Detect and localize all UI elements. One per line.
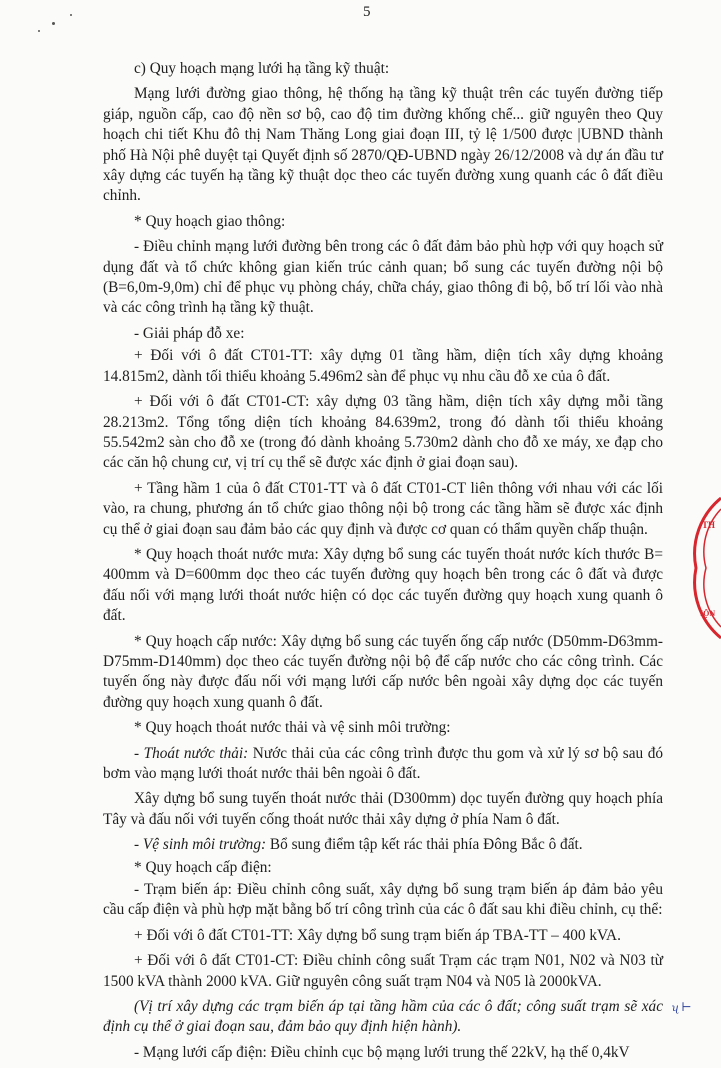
paragraph — [103, 835, 663, 855]
subheading-power: * Quy hoạch cấp điện: — [134, 858, 272, 876]
subheading-wastewater: * Quy hoạch thoát nước thải và vệ sinh môi trường: — [134, 719, 451, 737]
svg-text:IỘN: IỘN — [700, 609, 716, 618]
section-heading: c) Quy hoạch mạng lưới hạ tầng kỹ thuật: — [134, 60, 390, 77]
italic-label: - Thoát nước thải: — [134, 744, 249, 762]
paragraph: - Trạm biến áp: Điều chỉnh công suất, xây dựng bổ sung trạm biến áp đảm bảo yêu cầu cấp điện và phù hợp mặt bằng bố trí công trình của các ô đất sau khi điều chỉnh, cụ thể: — [103, 881, 663, 919]
paragraph: + Đối với ô đất CT01-TT: xây dựng 01 tầng hầm, diện tích xây dựng khoảng 14.815m2, dành tối thiểu khoảng 5.496m2 sàn để phục vụ nhu cầu đỗ xe của ô đất. — [103, 347, 663, 385]
paragraph-water-supply: * Quy hoạch cấp nước: Xây dựng bổ sung các tuyến ống cấp nước (D50mm-D63mm-D75mm-D140mm) dọc theo các tuyến đường nội bộ để cấp nước cho các công trình. Các tuyến ống này được đấu nối với mạng lưới cấp nước bên ngoài xây dựng dọc các tuyến đường quy hoạch xung quanh ô đất. — [103, 632, 663, 711]
paragraph: + Đối với ô đất CT01-CT: xây dựng 03 tầng hầm, diện tích xây dựng mỗi tầng 28.213m2. Tổng tổng diện tích khoảng 84.639m2, trong đó dành tối thiểu khoảng 55.542m2 sàn cho đỗ xe (trong đó dành khoảng 5.730m2 dành cho đỗ xe máy, xe đạp cho các căn hộ chung cư, vị trí cụ thể sẽ được xác định ở giai đoạn sau). — [103, 393, 663, 472]
scan-speck — [70, 14, 72, 16]
paragraph: + Đối với ô đất CT01-CT: Điều chỉnh công suất Trạm các trạm N01, N02 và N03 từ 1500 kVA thành 2000 kVA. Giữ nguyên công suất trạm N04 và N05 là 2000kVA. — [103, 952, 663, 990]
paragraph-text: Nước thải của các công trình được thu gom và xử lý sơ bộ sau đó bơm vào mạng lưới thoát nước thải bên ngoài ô đất. — [103, 744, 663, 782]
svg-text:TH: TH — [702, 520, 716, 530]
document-body — [103, 59, 663, 1068]
paragraph: - Điều chỉnh mạng lưới đường bên trong các ô đất đảm bảo phù hợp với quy hoạch sử dụng đất và tổ chức không gian kiến trúc cảnh quan; bổ sung các tuyến đường nội bộ (B=6,0m-9,0m) chỉ để phục vụ phòng cháy, chữa cháy, giao thông đi bộ, bố trí lối vào nhà và các công trình hạ tầng kỹ thuật. — [103, 238, 663, 317]
signature-initials-mark: ʯ ⊢ — [672, 1000, 692, 1014]
paragraph-rain-drainage: * Quy hoạch thoát nước mưa: Xây dựng bổ sung các tuyến thoát nước kích thước B= 400mm và D=600mm dọc theo các tuyến đường quy hoạch bên trong các ô đất và được đấu nối với mạng lưới thoát nước hiện có dọc các tuyến đường quy hoạch xung quanh ô đất. — [103, 545, 663, 625]
parking-heading: - Giải pháp đỗ xe: — [134, 324, 245, 342]
paragraph: + Tầng hầm 1 của ô đất CT01-TT và ô đất CT01-CT liên thông với nhau với các lối vào, ra chung, phương án tổ chức giao thông nội bộ trong các tầng hầm sẽ được xác định cụ thể ở giai đoạn sau đảm bảo các quy định và được cơ quan có thẩm quyền chấp thuận. — [103, 479, 663, 538]
scan-speck — [52, 22, 55, 25]
italic-label: - Vệ sinh môi trường: — [134, 836, 267, 854]
paragraph: - Mạng lưới cấp điện: Điều chỉnh cục bộ mạng lưới trung thế 22kV, hạ thế 0,4kV — [134, 1043, 630, 1061]
red-stamp-fragment — [690, 488, 721, 648]
paragraph: Xây dựng bổ sung tuyến thoát nước thải (D300mm) dọc tuyến đường quy hoạch phía Tây và đấu nối với tuyến cống thoát nước thải xây dựng ở phía Nam ô đất. — [103, 790, 663, 828]
subheading-transport: * Quy hoạch giao thông: — [134, 212, 286, 230]
paragraph-text: Bổ sung điểm tập kết rác thải phía Đông Bắc ô đất. — [266, 836, 583, 854]
paragraph — [103, 744, 663, 785]
paragraph: + Đối với ô đất CT01-TT: Xây dựng bổ sung trạm biến áp TBA-TT – 400 kVA. — [134, 926, 621, 944]
page-number: 5 — [363, 4, 371, 20]
paragraph: Mạng lưới đường giao thông, hệ thống hạ tầng kỹ thuật trên các tuyến đường tiếp giáp, nguồn cấp, cao độ nền sơ bộ, cao độ tim đường khống chế... giữ nguyên theo Quy hoạch chi tiết Khu đô thị Nam Thăng Long giai đoạn III, tỷ lệ 1/500 được |UBND thành phố Hà Nội phê duyệt tại Quyết định số 2870/QĐ-UBND ngày 26/12/2008 và dự án đầu tư xây dựng các tuyến hạ tầng kỹ thuật dọc theo các tuyến đường xung quanh các ô đất điều chỉnh. — [103, 85, 663, 205]
scan-speck — [38, 30, 40, 32]
italic-note: (Vị trí xây dựng các trạm biến áp tại tầng hầm của các ô đất; công suất trạm sẽ xác định cụ thể ở giai đoạn sau, đảm bảo quy định hiện hành). — [103, 998, 663, 1036]
